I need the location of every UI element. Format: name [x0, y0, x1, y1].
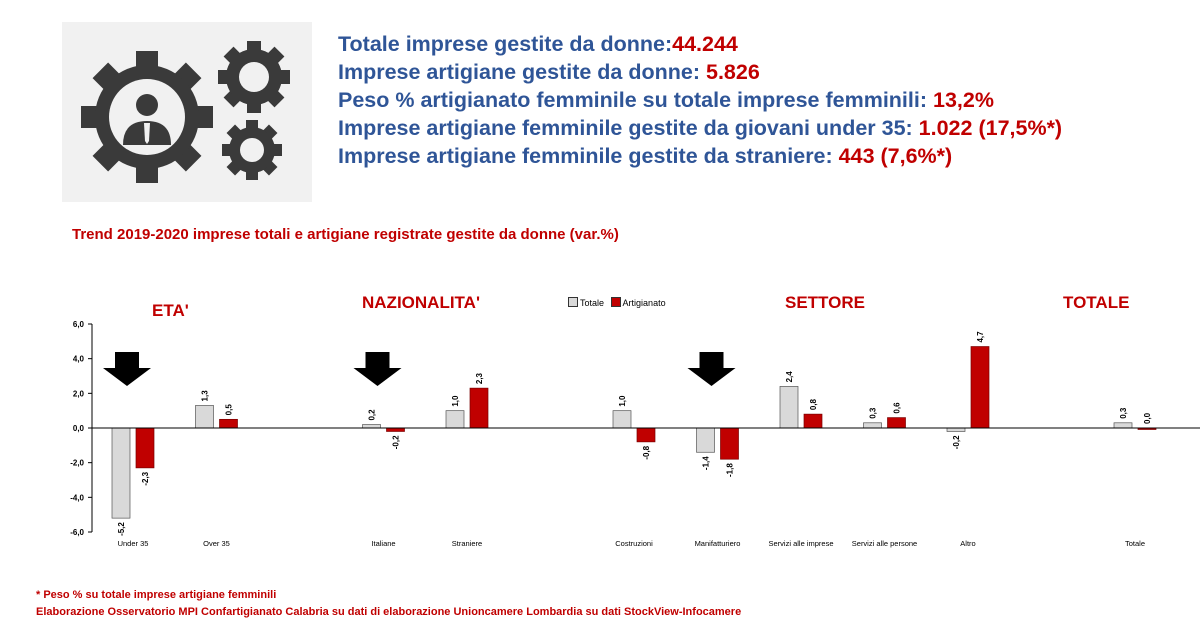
bar-totale: [947, 428, 965, 431]
data-label-artigianato: -0,2: [391, 435, 401, 450]
data-label-artigianato: -0,8: [642, 445, 651, 460]
y-tick-label: 0,0: [72, 424, 84, 433]
group-label-nazionalita: NAZIONALITA': [362, 293, 480, 312]
bar-artigianato: [637, 428, 655, 442]
footnote: [36, 587, 741, 621]
bar-artigianato: [387, 428, 405, 431]
y-tick-label: -4,0: [70, 493, 84, 503]
bar-totale: [363, 425, 381, 428]
stat-young: Imprese artigiane femminile gestite da giovani under 35: 1.022 (17,5%*): [338, 116, 1063, 140]
data-label-totale: 0,3: [868, 407, 878, 419]
bar-artigianato: [971, 347, 989, 428]
data-label-artigianato: 0,5: [224, 404, 234, 416]
data-label-totale: 0,3: [1119, 407, 1128, 419]
footnote-asterisk: * Peso % su totale imprese artigiane femminili: [36, 589, 277, 601]
bar-artigianato: [136, 428, 154, 468]
bar-totale: [1114, 423, 1132, 428]
down-arrow-icon: [354, 352, 402, 386]
y-tick-label: 2,0: [72, 389, 84, 399]
x-tick-label: Manifatturiero: [694, 539, 741, 548]
data-label-totale: 1,0: [618, 395, 627, 407]
x-tick-label: Straniere: [451, 539, 483, 548]
bar-artigianato: [470, 388, 488, 428]
data-label-totale: 1,0: [451, 395, 460, 407]
x-tick-label: Over 35: [203, 539, 230, 548]
y-tick-label: 6,0: [72, 320, 84, 329]
data-label-totale: 0,2: [367, 409, 377, 421]
bar-artigianato: [888, 418, 906, 428]
data-label-totale: 2,4: [785, 371, 794, 383]
data-label-totale: -5,2: [117, 522, 126, 536]
x-tick-label: Under 35: [117, 539, 149, 548]
bar-totale: [697, 428, 715, 452]
legend-item-artigianato: Artigianato: [611, 298, 666, 308]
y-tick-label: 4,0: [72, 354, 84, 364]
data-label-artigianato: 2,3: [475, 373, 484, 385]
x-tick-label: Italiane: [371, 539, 396, 548]
stat-total: Totale imprese gestite da donne:44.244: [338, 32, 738, 56]
bar-totale: [613, 411, 631, 428]
bar-totale: [864, 423, 882, 428]
y-tick-label: -6,0: [70, 528, 84, 537]
bar-artigianato: [721, 428, 739, 459]
data-label-artigianato: -2,3: [141, 471, 150, 486]
data-label-artigianato: 0,8: [809, 399, 818, 411]
data-label-totale: -1,4: [701, 456, 711, 471]
stat-foreign: Imprese artigiane femminile gestite da straniere: 443 (7,6%*): [338, 144, 953, 168]
bar-totale: [112, 428, 130, 518]
group-label-eta: ETA': [152, 301, 189, 320]
bar-artigianato: [220, 419, 238, 428]
x-tick-label: Servizi alle persone: [851, 539, 918, 548]
stat-artisan: Imprese artigiane gestite da donne: 5.826: [338, 60, 760, 84]
data-label-artigianato: 4,7: [976, 331, 985, 343]
stat-weight: Peso % artigianato femminile su totale imprese femminili: 13,2%: [338, 88, 994, 112]
bar-totale: [446, 411, 464, 428]
x-tick-label: Costruzioni: [615, 539, 653, 548]
group-label-totale: TOTALE: [1063, 293, 1130, 312]
chart-title: Trend 2019-2020 imprese totali e artigiane registrate gestite da donne (var.%): [72, 226, 619, 243]
legend-item-totale: Totale: [568, 298, 604, 308]
down-arrow-icon: [103, 352, 151, 386]
data-label-artigianato: 0,0: [1143, 412, 1152, 424]
bar-artigianato: [804, 414, 822, 428]
bar-totale: [780, 386, 798, 428]
data-label-artigianato: -1,8: [725, 463, 735, 477]
x-tick-label: Totale: [1124, 539, 1146, 548]
down-arrow-icon: [688, 352, 736, 386]
x-tick-label: Altro: [960, 539, 976, 548]
group-label-settore: SETTORE: [785, 293, 865, 312]
data-label-artigianato: 0,6: [892, 402, 902, 414]
data-label-totale: 1,3: [200, 390, 210, 402]
footnote-source: Elaborazione Osservatorio MPI Confartigianato Calabria su dati di elaborazione Unioncamere Lombardia su dati StockView-Infocamere: [36, 606, 742, 618]
data-label-totale: -0,2: [952, 435, 961, 450]
y-tick-label: -2,0: [70, 458, 84, 468]
bar-totale: [196, 405, 214, 428]
x-tick-label: Servizi alle imprese: [768, 539, 834, 548]
